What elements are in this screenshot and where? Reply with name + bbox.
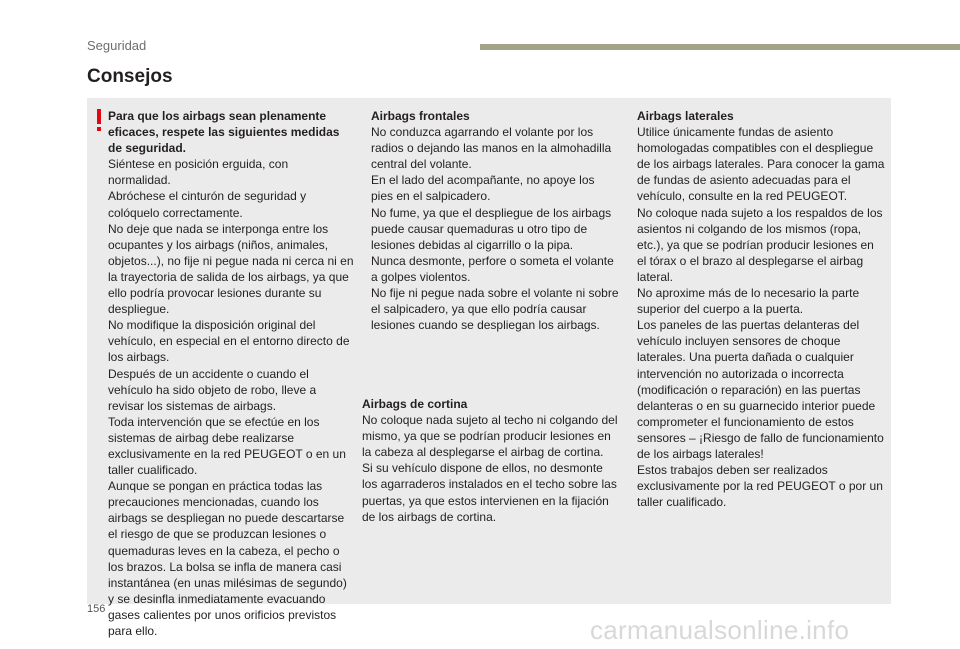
front-airbags-heading: Airbags frontales [371,109,470,123]
paragraph: No aproxime más de lo necesario la parte superior del cuerpo a la puerta. [637,286,860,317]
paragraph: Aunque se pongan en práctica todas las precauciones mencionadas, cuando los airbags se despliegan no puede descartarse el riesgo de que se produzcan lesiones o quemaduras leves en la cabeza, el pecho o los brazos. La bolsa se infla de manera casi instantánea (en unas milésimas de segundo) y se desinfla inmediatamente evacuando gases calientes por unos orificios previstos para ello. [108,479,347,638]
paragraph: No deje que nada se interponga entre los ocupantes y los airbags (niños, animales, objetos...), no fije ni pegue nada ni cerca ni en la trayectoria de salida de los airbags, ya que ello podría provocar lesiones durante su despliegue. [108,221,354,317]
paragraph: En el lado del acompañante, no apoye los pies en el salpicadero. [371,173,595,204]
paragraph: Utilice únicamente fundas de asiento homologadas compatibles con el despliegue de los airbags laterales. Para conocer la gama de fundas de asiento adecuadas para el vehículo, consulte en la red PEUGEOT. [637,125,885,204]
paragraph: No modifique la disposición original del vehículo, en especial en el entorno directo de los airbags. [108,318,350,365]
header-rule [480,44,960,50]
airbag-safety-column [108,108,354,639]
paragraph: Abróchese el cinturón de seguridad y colóquelo correctamente. [108,189,307,220]
curtain-airbags-heading: Airbags de cortina [362,397,468,411]
page-title: Consejos [87,66,173,87]
paragraph: Estos trabajos deben ser realizados exclusivamente por la red PEUGEOT o por un taller cualificado. [637,463,883,510]
side-airbags-column [637,108,885,510]
paragraph: Después de un accidente o cuando el vehículo ha sido objeto de robo, lleve a revisar los sistemas de airbags. [108,366,317,413]
exclamation-mark-icon [94,109,104,131]
paragraph: No fume, ya que el despliegue de los airbags puede causar quemaduras u otro tipo de lesiones debidas al cigarrillo o la pipa. [371,205,612,252]
paragraph: No fije ni pegue nada sobre el volante ni sobre el salpicadero, ya que ello podría causar lesiones cuando se despliegan los airbags. [371,286,619,333]
section-label: Seguridad [87,38,147,53]
side-airbags-heading: Airbags laterales [637,109,734,123]
paragraph: Siéntese en posición erguida, con normalidad. [108,157,289,188]
paragraph: No coloque nada sujeto al techo ni colgando del mismo, ya que se podrían producir lesiones en la cabeza al desplegarse el airbag de cortina. [362,413,618,460]
paragraph: Toda intervención que se efectúe en los sistemas de airbag debe realizarse exclusivamente en la red PEUGEOT o en un taller cualificado. [108,414,346,478]
front-airbags-column [371,108,619,333]
page-number: 156 [87,603,106,615]
paragraph: Nunca desmonte, perfore o someta el volante a golpes violentos. [371,253,614,284]
paragraph: No conduzca agarrando el volante por los radios o dejando las manos en la almohadilla central del volante. [371,125,612,172]
curtain-airbags-column [362,396,618,525]
paragraph: No coloque nada sujeto a los respaldos de los asientos ni colgando de los mismos (ropa, etc.), ya que se podrían producir lesiones en el tórax o el brazo al desplegarse el airbag lateral. [637,205,883,284]
watermark: carmanualsonline.info [590,615,850,645]
paragraph: Si su vehículo dispone de ellos, no desmonte los agarraderos instalados en el techo sobre las puertas, ya que estos intervienen en la fijación de los airbags de cortina. [362,461,617,524]
airbag-safety-heading: Para que los airbags sean plenamente eficaces, respete las siguientes medidas de seguridad. [108,109,340,156]
paragraph: Los paneles de las puertas delanteras del vehículo incluyen sensores de choque laterales. Una puerta dañada o cualquier intervención no autorizada o incorrecta (modificación o reparación) en las puertas delanteras o en su guarnecido interior puede comprometer el funcionamiento de estos sensores – ¡Riesgo de fallo de funcionamiento de los airbags laterales! [637,318,884,461]
